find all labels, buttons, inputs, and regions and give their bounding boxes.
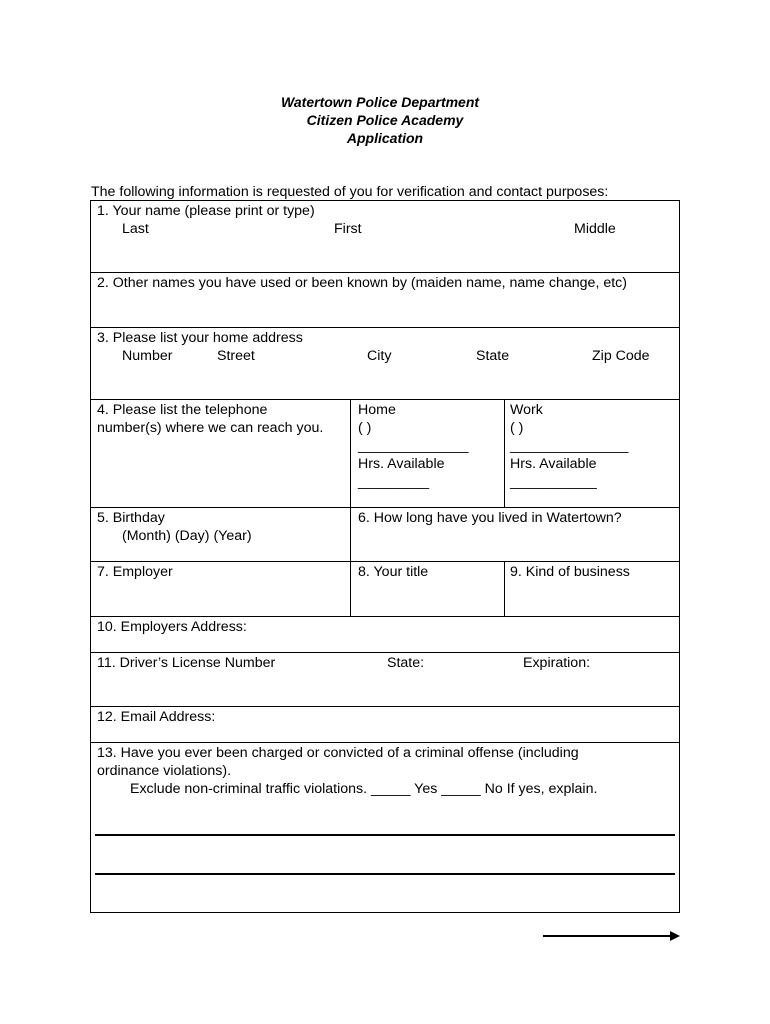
q1-label: 1. Your name (please print or type) bbox=[97, 203, 315, 219]
q1-first-label: First bbox=[334, 221, 362, 237]
q4-work-hrs-blank: ___________ bbox=[510, 474, 597, 490]
department-title: Watertown Police Department bbox=[280, 94, 480, 110]
q9-label: 9. Kind of business bbox=[510, 564, 630, 580]
q4-label-line1: 4. Please list the telephone bbox=[97, 402, 268, 418]
q11-state-label: State: bbox=[387, 655, 425, 671]
q5-sub: (Month) (Day) (Year) bbox=[122, 528, 252, 544]
q12-label: 12. Email Address: bbox=[97, 709, 216, 725]
q8-label: 8. Your title bbox=[358, 564, 429, 580]
q1-last-label: Last bbox=[122, 221, 149, 237]
q3-label: 3. Please list your home address bbox=[97, 330, 303, 346]
q11-label: 11. Driver’s License Number bbox=[97, 655, 276, 671]
q11-expiration-label: Expiration: bbox=[523, 655, 591, 671]
q10-label: 10. Employers Address: bbox=[97, 619, 247, 635]
intro-text: The following information is requested of you for verification and contact purposes: bbox=[91, 184, 609, 200]
q5-label: 5. Birthday bbox=[97, 510, 165, 526]
q7-label: 7. Employer bbox=[97, 564, 173, 580]
q13-line3: Exclude non-criminal traffic violations. _____ Yes _____ No If yes, explain. bbox=[130, 781, 598, 797]
q4-work-hrs: Hrs. Available bbox=[510, 456, 597, 472]
q4-home-label: Home bbox=[358, 402, 396, 418]
q4-home-blank: ______________ bbox=[358, 438, 469, 454]
q13-line2: ordinance violations). bbox=[97, 763, 232, 779]
q3-street-label: Street bbox=[217, 348, 255, 364]
q4-work-label: Work bbox=[510, 402, 543, 418]
q3-zip-label: Zip Code bbox=[592, 348, 650, 364]
q3-city-label: City bbox=[367, 348, 392, 364]
q6-label: 6. How long have you lived in Watertown? bbox=[358, 510, 622, 526]
application-title: Application bbox=[346, 130, 424, 146]
q4-work-paren: ( ) bbox=[510, 420, 524, 436]
q3-state-label: State bbox=[476, 348, 510, 364]
q4-home-hrs-blank: _________ bbox=[358, 474, 430, 490]
arrow-right-icon bbox=[540, 928, 685, 944]
q4-work-blank: _______________ bbox=[510, 438, 629, 454]
q1-middle-label: Middle bbox=[574, 221, 616, 237]
q2-label: 2. Other names you have used or been known by (maiden name, name change, etc) bbox=[97, 275, 627, 291]
q4-home-hrs: Hrs. Available bbox=[358, 456, 445, 472]
q4-home-paren: ( ) bbox=[358, 420, 372, 436]
q13-line1: 13. Have you ever been charged or convicted of a criminal offense (including bbox=[97, 745, 579, 761]
explain-line-1 bbox=[95, 834, 675, 836]
q4-label-line2: number(s) where we can reach you. bbox=[97, 420, 324, 436]
academy-title: Citizen Police Academy bbox=[306, 112, 464, 128]
q3-number-label: Number bbox=[122, 348, 173, 364]
explain-line-2 bbox=[95, 873, 675, 875]
